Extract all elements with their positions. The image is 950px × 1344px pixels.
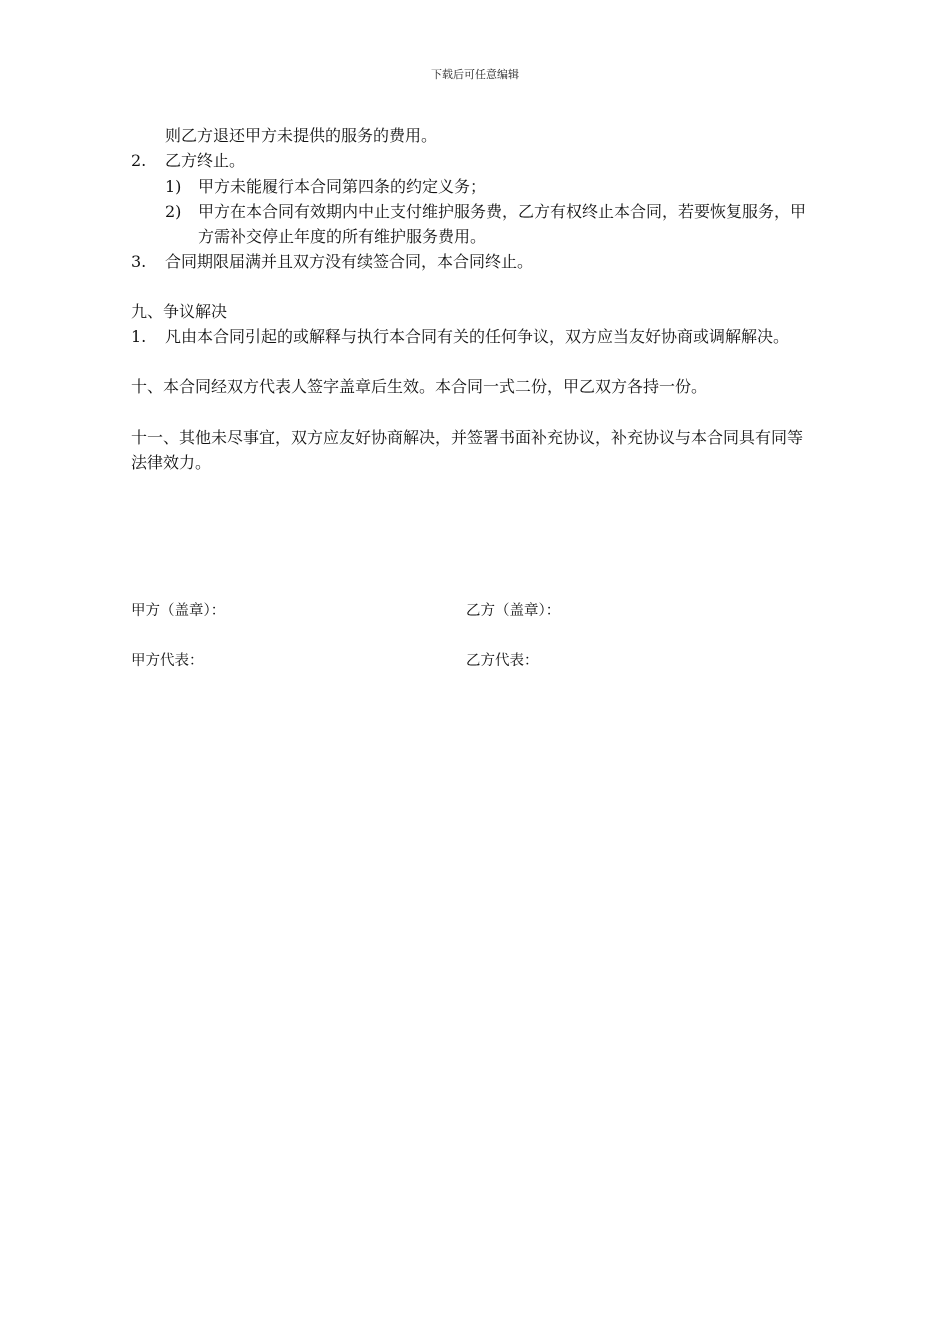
list-item-number: 2.	[131, 151, 147, 170]
list-item-text: 合同期限届满并且双方没有续签合同，本合同终止。	[165, 252, 534, 271]
list-item-text: 凡由本合同引起的或解释与执行本合同有关的任何争议，双方应当友好协商或调解解决。	[165, 327, 790, 346]
sub-item-number: 2)	[165, 202, 182, 221]
list-item-text: 乙方终止。	[165, 151, 246, 170]
section-paragraph-continued: 法律效力。	[131, 453, 212, 472]
list-item-number: 3.	[131, 252, 147, 271]
termination-refund-text: 则乙方退还甲方未提供的服务的费用。	[165, 126, 438, 145]
sub-item-text: 甲方在本合同有效期内中止支付维护服务费，乙方有权终止本合同，若要恢复服务，甲	[198, 202, 807, 221]
party-b-seal-label: 乙方（盖章）：	[466, 603, 561, 619]
sub-item-number: 1)	[165, 177, 182, 196]
section-heading: 九、争议解决	[131, 302, 228, 321]
section-paragraph: 十、本合同经双方代表人签字盖章后生效。本合同一式二份，甲乙双方各持一份。	[131, 377, 708, 396]
page-header: 下载后可任意编辑	[431, 68, 519, 81]
section-paragraph: 十一、其他未尽事宜，双方应友好协商解决，并签署书面补充协议，补充协议与本合同具有同等	[131, 428, 804, 447]
sub-item-text-continued: 方需补交停止年度的所有维护服务费用。	[198, 227, 487, 246]
party-b-rep-label: 乙方代表：	[466, 653, 539, 669]
list-item-number: 1.	[131, 327, 147, 346]
party-a-seal-label: 甲方（盖章）：	[131, 603, 226, 619]
party-a-rep-label: 甲方代表：	[131, 653, 204, 669]
sub-item-text: 甲方未能履行本合同第四条的约定义务；	[198, 177, 487, 196]
